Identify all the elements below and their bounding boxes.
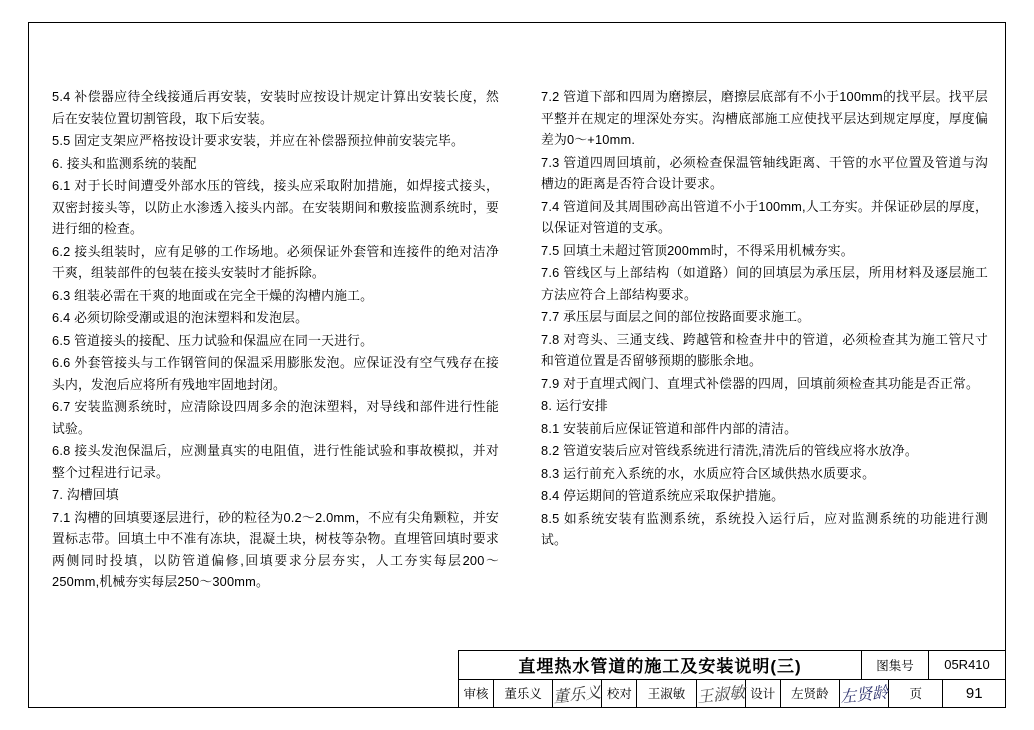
section-heading: 7. 沟槽回填 — [52, 487, 119, 502]
left-column — [52, 86, 499, 594]
paragraph: 7.6 管线区与上部结构（如道路）间的回填层为承压层，所用材料及逐层施工方法应符合上部结构要求。 — [541, 265, 988, 302]
checker-label: 校对 — [602, 680, 637, 708]
checker-name: 王淑敏 — [637, 680, 696, 708]
title-block — [458, 650, 1006, 708]
signature-mark: 王淑敏 — [696, 684, 746, 707]
paragraph: 8.5 如系统安装有监测系统，系统投入运行后，应对监测系统的功能进行测试。 — [541, 510, 988, 547]
paragraph: 6.8 接头发泡保温后，应测量真实的电阻值，进行性能试验和事故模拟，并对整个过程进行记录。 — [52, 443, 499, 480]
paragraph: 6.7 安装监测系统时，应清除设四周多余的泡沫塑料，对导线和部件进行性能试验。 — [52, 399, 499, 436]
reviewer-label: 审核 — [459, 680, 494, 708]
paragraph: 7.3 管道四周回填前，必须检查保温管轴线距离、干管的水平位置及管道与沟槽边的距离是否符合设计要求。 — [541, 154, 988, 191]
checker-signature — [697, 680, 746, 708]
designer-signature — [840, 680, 889, 708]
paragraph: 7.5 回填土未超过管顶200mm时，不得采用机械夯实。 — [541, 242, 854, 258]
title-block-top-row — [459, 651, 1005, 679]
paragraph: 6.3 组装必需在干爽的地面或在完全干燥的沟槽内施工。 — [52, 287, 374, 303]
paragraph: 6.2 接头组装时，应有足够的工作场地。必须保证外套管和连接件的绝对洁净干爽，组装部件的包装在接头安装时才能拆除。 — [52, 243, 499, 280]
atlas-number-label: 图集号 — [862, 651, 929, 679]
signature-mark: 左贤龄 — [839, 684, 889, 707]
paragraph: 7.8 对弯头、三通支线、跨越管和检查井中的管道，必须检查其为施工管尺寸和管道位置是否留够预期的膨胀余地。 — [541, 331, 988, 368]
paragraph: 7.4 管道间及其周围砂高出管道不小于100mm,人工夯实。并保证砂层的厚度，以保证对管道的支承。 — [541, 198, 988, 235]
section-heading: 8. 运行安排 — [541, 398, 608, 413]
paragraph: 7.9 对于直埋式阀门、直埋式补偿器的四周，回填前须检查其功能是否正常。 — [541, 375, 980, 391]
title-block-bottom-row — [459, 679, 1005, 708]
paragraph: 7.7 承压层与面层之间的部位按路面要求施工。 — [541, 309, 811, 324]
paragraph: 6.4 必须切除受潮或退的泡沫塑料和发泡层。 — [52, 310, 309, 325]
drawing-title: 直埋热水管道的施工及安装说明(三) — [459, 651, 862, 679]
page-label: 页 — [889, 680, 943, 708]
designer-label: 设计 — [746, 680, 781, 708]
paragraph: 7.1 沟槽的回填要逐层进行，砂的粒径为0.2～2.0mm，不应有尖角颗粒，并安置标志带。回填土中不准有冻块，混凝土块，树枝等杂物。直埋管回填时要求两侧同时投填，以防管道偏修,回填要求分层夯实，人工夯实每层200～250mm,机械夯实每层250～300mm。 — [52, 509, 499, 589]
paragraph: 8.1 安装前后应保证管道和部件内部的清洁。 — [541, 420, 798, 436]
atlas-number-value: 05R410 — [944, 657, 990, 673]
paragraph: 6.6 外套管接头与工作钢管间的保温采用膨胀发泡。应保证没有空气残存在接头内，发泡后应将所有残地牢固地封闭。 — [52, 355, 499, 392]
signature-mark: 董乐义 — [552, 684, 603, 707]
paragraph: 5.4 补偿器应待全线接通后再安装，安装时应按设计规定计算出安装长度，然后在安装位置切割管段，取下后安装。 — [52, 89, 499, 126]
two-column-body — [52, 86, 988, 594]
paragraph: 6.1 对于长时间遭受外部水压的管线，接头应采取附加措施，如焊接式接头，双密封接头等，以防止水渗透入接头内部。在安装期间和敷接监测系统时，要进行细的检查。 — [52, 178, 499, 236]
paragraph: 7.2 管道下部和四周为磨擦层，磨擦层底部有不小于100mm的找平层。找平层平整并在规定的埋深处夯实。沟槽底部施工应使找平层达到规定厚度，厚度偏差为0～+10mm. — [541, 89, 988, 147]
reviewer-signature — [553, 680, 602, 708]
paragraph: 5.5 固定支架应严格按设计要求安装，并应在补偿器预拉伸前安装完毕。 — [52, 133, 465, 148]
paragraph: 8.4 停运期间的管道系统应采取保护措施。 — [541, 488, 785, 503]
right-column — [541, 86, 988, 594]
section-heading: 6. 接头和监测系统的装配 — [52, 155, 197, 171]
page-number: 91 — [965, 684, 983, 702]
reviewer-name: 董乐义 — [494, 680, 553, 708]
paragraph: 6.5 管道接头的接配、压力试验和保温应在同一天进行。 — [52, 332, 374, 348]
paragraph: 8.3 运行前充入系统的水，水质应符合区域供热水质要求。 — [541, 465, 876, 481]
designer-name: 左贤龄 — [781, 680, 840, 708]
paragraph: 8.2 管道安装后应对管线系统进行清洗,清洗后的管线应将水放净。 — [541, 443, 918, 458]
